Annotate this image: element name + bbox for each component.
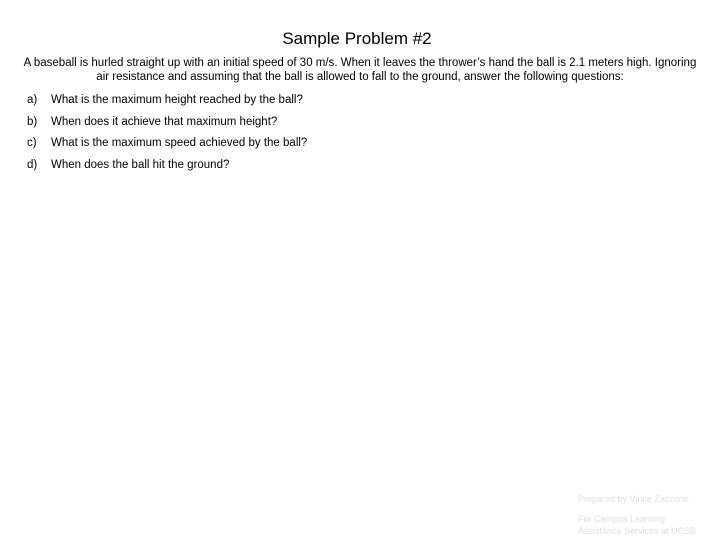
question-item (27, 158, 687, 180)
question-text: What is the maximum height reached by the ball? (51, 94, 303, 106)
question-item (27, 136, 687, 158)
problem-statement: A baseball is hurled straight up with an initial speed of 30 m/s. When it leaves the thrower’s hand the ball is 2.1 meters high. Ignoring air resistance and assuming that the ball is allowed to fall to the ground, answer the following questions: (23, 57, 697, 83)
prepared-by-credit: Prepared by Vince Zaccone (578, 494, 689, 504)
question-list (27, 93, 687, 179)
question-text: When does it achieve that maximum height? (51, 115, 278, 128)
question-item (27, 93, 687, 115)
question-item (27, 115, 687, 137)
question-marker: a) (27, 94, 38, 106)
organization-credit-line: For Campus Learning (578, 514, 666, 524)
footer-credits (578, 493, 718, 537)
organization-credit-line: Assistance Services at UCSB (578, 526, 697, 536)
credit-spacer (578, 505, 718, 513)
question-text: What is the maximum speed achieved by the ball? (51, 137, 308, 149)
question-marker: b) (27, 115, 38, 128)
question-text: When does the ball hit the ground? (51, 158, 230, 171)
slide-title: Sample Problem #2 (282, 29, 432, 48)
question-marker: c) (27, 137, 37, 149)
question-marker: d) (27, 158, 38, 171)
